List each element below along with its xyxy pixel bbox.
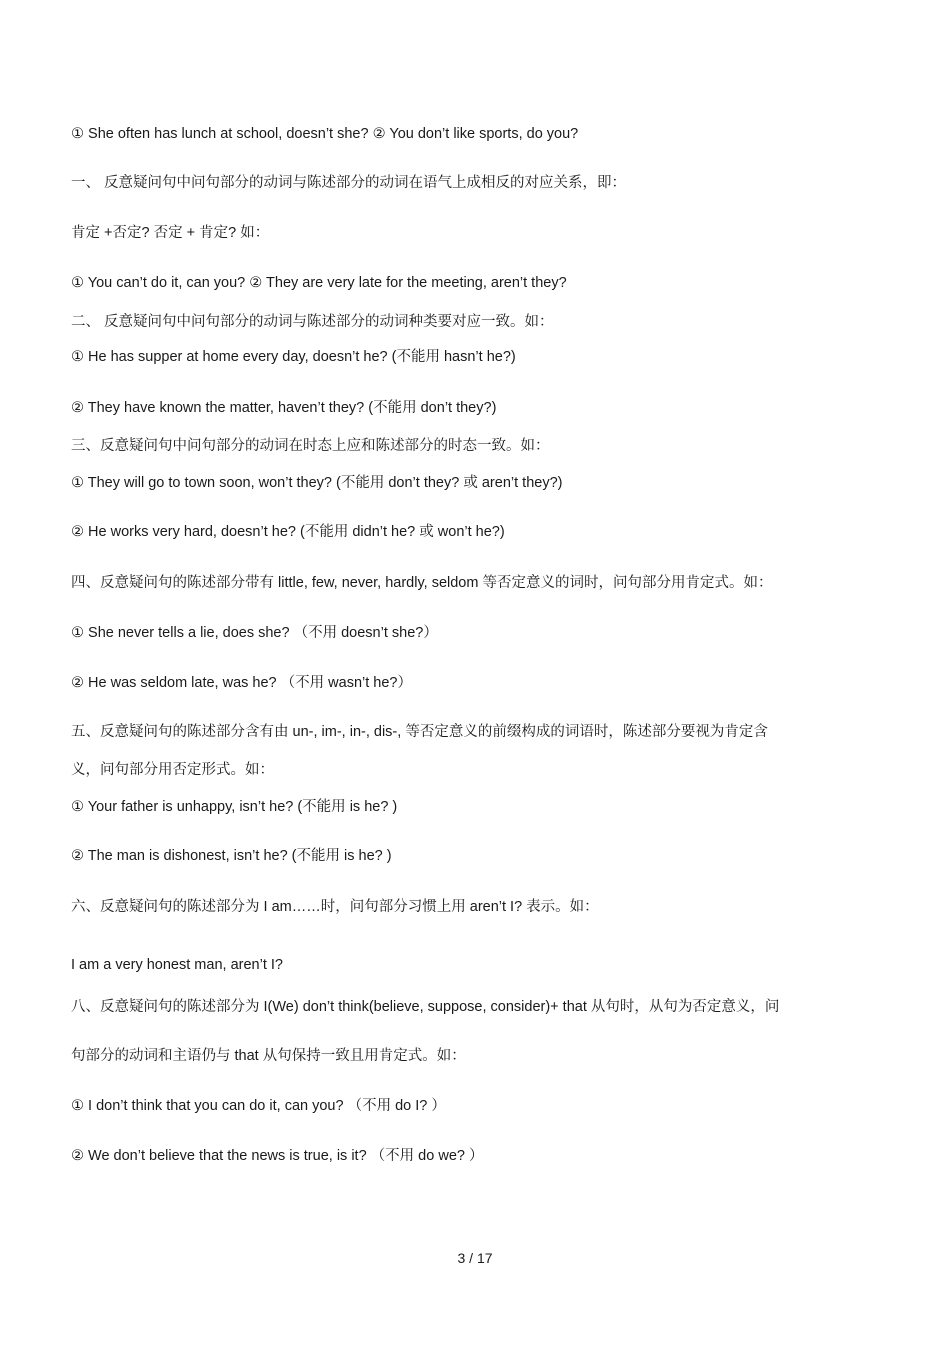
- rule-text: 句部分的动词和主语仍与 that 从句保持一致且用肯定式。如：: [71, 1048, 466, 1064]
- example-line: ① She often has lunch at school, doesn’t she? ② You don’t like sports, do you?: [71, 126, 579, 142]
- page-number: 3 / 17: [457, 1250, 493, 1266]
- example-line: ② He works very hard, doesn’t he? (不能用 didn’t he? 或 won’t he?): [71, 524, 505, 540]
- example-line: ② He was seldom late, was he? （不用 wasn’t he?）: [71, 675, 412, 691]
- rule-heading: 一、 反意疑问句中问句部分的动词与陈述部分的动词在语气上成相反的对应关系，即：: [71, 175, 627, 191]
- example-line: ① They will go to town soon, won’t they? (不能用 don’t they? 或 aren’t they?): [71, 475, 563, 491]
- rule-heading: 三、反意疑问句中问句部分的动词在时态上应和陈述部分的时态一致。如：: [71, 438, 550, 454]
- example-line: I am a very honest man, aren’t I?: [71, 957, 283, 973]
- example-line: ② We don’t believe that the news is true, is it? （不用 do we? ）: [71, 1148, 484, 1164]
- example-line: ① He has supper at home every day, doesn’t he? (不能用 hasn’t he?): [71, 349, 516, 365]
- rule-heading: 八、反意疑问句的陈述部分为 I(We) don’t think(believe, suppose, consider)+ that 从句时，从句为否定意义，问: [71, 999, 780, 1015]
- example-line: ① I don’t think that you can do it, can you? （不用 do I? ）: [71, 1098, 446, 1114]
- example-line: ① She never tells a lie, does she? （不用 doesn’t she?）: [71, 625, 438, 641]
- rule-text: 义，问句部分用否定形式。如：: [71, 762, 274, 778]
- rule-text: 肯定 +否定? 否定 + 肯定? 如：: [71, 225, 270, 241]
- rule-heading: 四、反意疑问句的陈述部分带有 little, few, never, hardly, seldom 等否定意义的词时，问句部分用肯定式。如：: [71, 575, 773, 591]
- rule-heading: 六、反意疑问句的陈述部分为 I am……时，问句部分习惯上用 aren’t I? 表示。如：: [71, 899, 599, 915]
- rule-heading: 二、 反意疑问句中问句部分的动词与陈述部分的动词种类要对应一致。如：: [71, 314, 554, 330]
- example-line: ① Your father is unhappy, isn’t he? (不能用 is he? ): [71, 799, 398, 815]
- example-line: ② The man is dishonest, isn’t he? (不能用 is he? ): [71, 848, 392, 864]
- rule-heading: 五、反意疑问句的陈述部分含有由 un-, im-, in-, dis-, 等否定意义的前缀构成的词语时，陈述部分要视为肯定含: [71, 724, 768, 740]
- example-line: ② They have known the matter, haven’t they? (不能用 don’t they?): [71, 400, 497, 416]
- example-line: ① You can’t do it, can you? ② They are very late for the meeting, aren’t they?: [71, 275, 567, 291]
